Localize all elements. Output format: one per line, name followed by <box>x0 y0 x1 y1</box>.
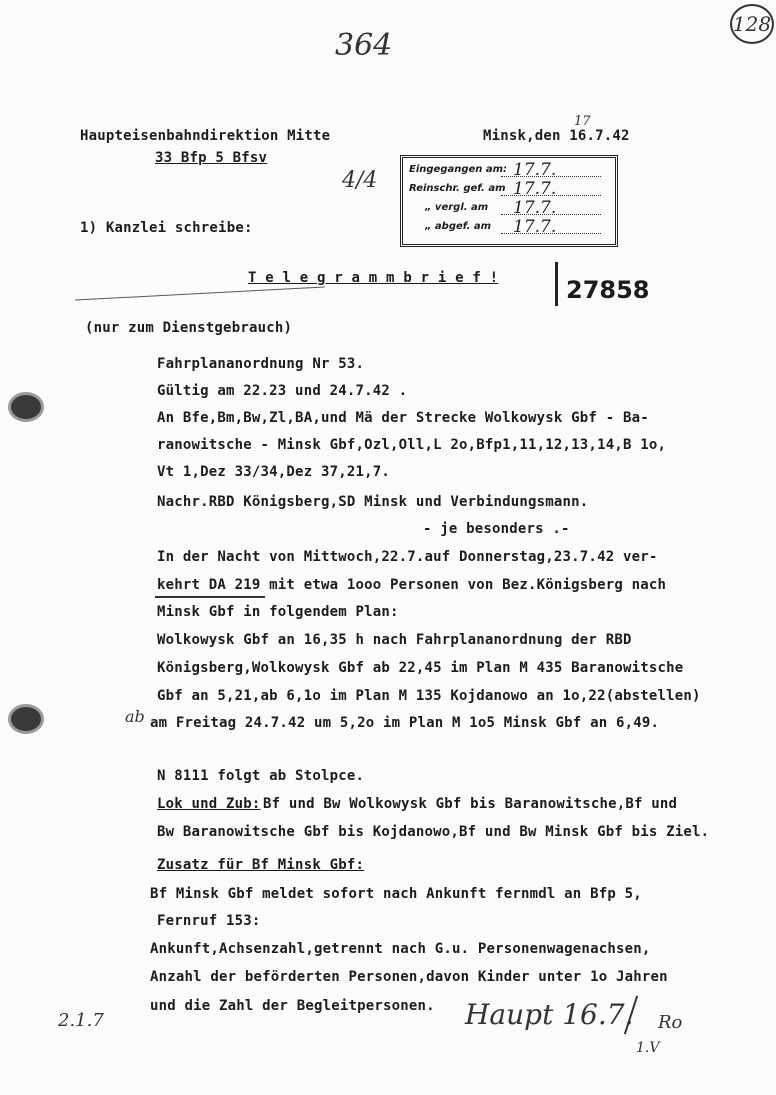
stamp-value: 17.7. <box>513 217 557 237</box>
signature: Haupt 16.7. <box>465 998 634 1031</box>
place-date: Minsk,den 16.7.42 <box>483 128 630 144</box>
lok-line: Bw Baranowitsche Gbf bis Kojdanowo,Bf und Bw Minsk Gbf bis Ziel. <box>157 824 710 840</box>
main-line: am Freitag 24.7.42 um 5,2o im Plan M 1o5 Minsk Gbf an 6,49. <box>150 715 660 731</box>
zusatz-line: und die Zahl der Begleitpersonen. <box>150 998 435 1014</box>
lok-line: Bf und Bw Wolkowysk Gbf bis Baranowitsche,Bf und <box>263 796 678 812</box>
instruction: 1) Kanzlei schreibe: <box>80 220 253 236</box>
body-line: Fahrplananordnung Nr 53. <box>157 356 365 372</box>
stamp-label: „ vergl. am <box>425 202 489 213</box>
document-number-text: 27858 <box>566 276 650 304</box>
body-line: ranowitsche - Minsk Gbf,Ozl,Oll,L 2o,Bfp1,11,12,13,14,B 1o, <box>157 437 667 453</box>
main-line: Königsberg,Wolkowysk Gbf ab 22,45 im Plan M 435 Baranowitsche <box>157 660 684 676</box>
lok-label: Lok und Zub: <box>157 796 261 812</box>
main-line: kehrt DA 219 mit etwa 1ooo Personen von Bez.Königsberg nach <box>157 577 667 593</box>
body-line: Gültig am 22.23 und 24.7.42 . <box>157 383 408 399</box>
signature-suffix: Ro <box>658 1012 683 1033</box>
folio-text: 128 <box>732 12 772 36</box>
reference: 33 Bfp 5 Bfsv <box>155 150 268 166</box>
receipt-stamp <box>400 155 618 247</box>
restriction: (nur zum Dienstgebrauch) <box>85 320 293 336</box>
body-line: Vt 1,Dez 33/34,Dez 37,21,7. <box>157 464 390 480</box>
stamp-label: Reinschr. gef. am <box>409 183 506 194</box>
pencil-stroke <box>75 286 325 300</box>
sender: Haupteisenbahndirektion Mitte <box>80 128 331 144</box>
zusatz-line: Bf Minsk Gbf meldet sofort nach Ankunft fernmdl an Bfp 5, <box>150 886 642 902</box>
zusatz-line: Fernruf 153: <box>157 913 261 929</box>
stamp-value: 17.7. <box>513 160 557 180</box>
margin-note: ab <box>125 707 145 726</box>
main-line: Gbf an 5,21,ab 6,1o im Plan M 135 Kojdanowo an 1o,22(abstellen) <box>157 688 701 704</box>
folio-number <box>730 4 774 44</box>
body-line: Nachr.RBD Königsberg,SD Minsk und Verbindungsmann. <box>157 494 589 510</box>
main-line: In der Nacht von Mittwoch,22.7.auf Donnerstag,23.7.42 ver- <box>157 549 658 565</box>
handwritten-initials: 4/4 <box>342 168 378 193</box>
page-number: 364 <box>335 28 393 63</box>
stamp-value: 17.7. <box>513 179 557 199</box>
stamp-value: 17.7. <box>513 198 557 218</box>
stamp-label: Eingegangen am: <box>409 164 508 175</box>
left-note: 2.1.7 <box>58 1010 104 1031</box>
document-number <box>555 262 650 306</box>
body-line: An Bfe,Bm,Bw,Zl,BA,und Mä der Strecke Wolkowysk Gbf - Ba- <box>157 410 649 426</box>
stamp-label: „ abgef. am <box>425 221 492 232</box>
document-type: T e l e g r a m m b r i e f ! <box>248 270 499 286</box>
date-correction: 17 <box>574 114 591 129</box>
bottom-mark: 1.V <box>636 1040 660 1056</box>
zusatz-label: Zusatz für Bf Minsk Gbf: <box>157 857 365 873</box>
underline-stroke <box>155 596 265 598</box>
main-line: Wolkowysk Gbf an 16,35 h nach Fahrplananordnung der RBD <box>157 632 632 648</box>
main-line: Minsk Gbf in folgendem Plan: <box>157 604 399 620</box>
n-line: N 8111 folgt ab Stolpce. <box>157 768 365 784</box>
zusatz-line: Ankunft,Achsenzahl,getrennt nach G.u. Personenwagenachsen, <box>150 941 651 957</box>
zusatz-line: Anzahl der beförderten Personen,davon Kinder unter 1o Jahren <box>150 969 668 985</box>
punch-hole <box>8 704 44 734</box>
punch-hole <box>8 392 44 422</box>
separately-note: - je besonders .- <box>423 521 570 537</box>
